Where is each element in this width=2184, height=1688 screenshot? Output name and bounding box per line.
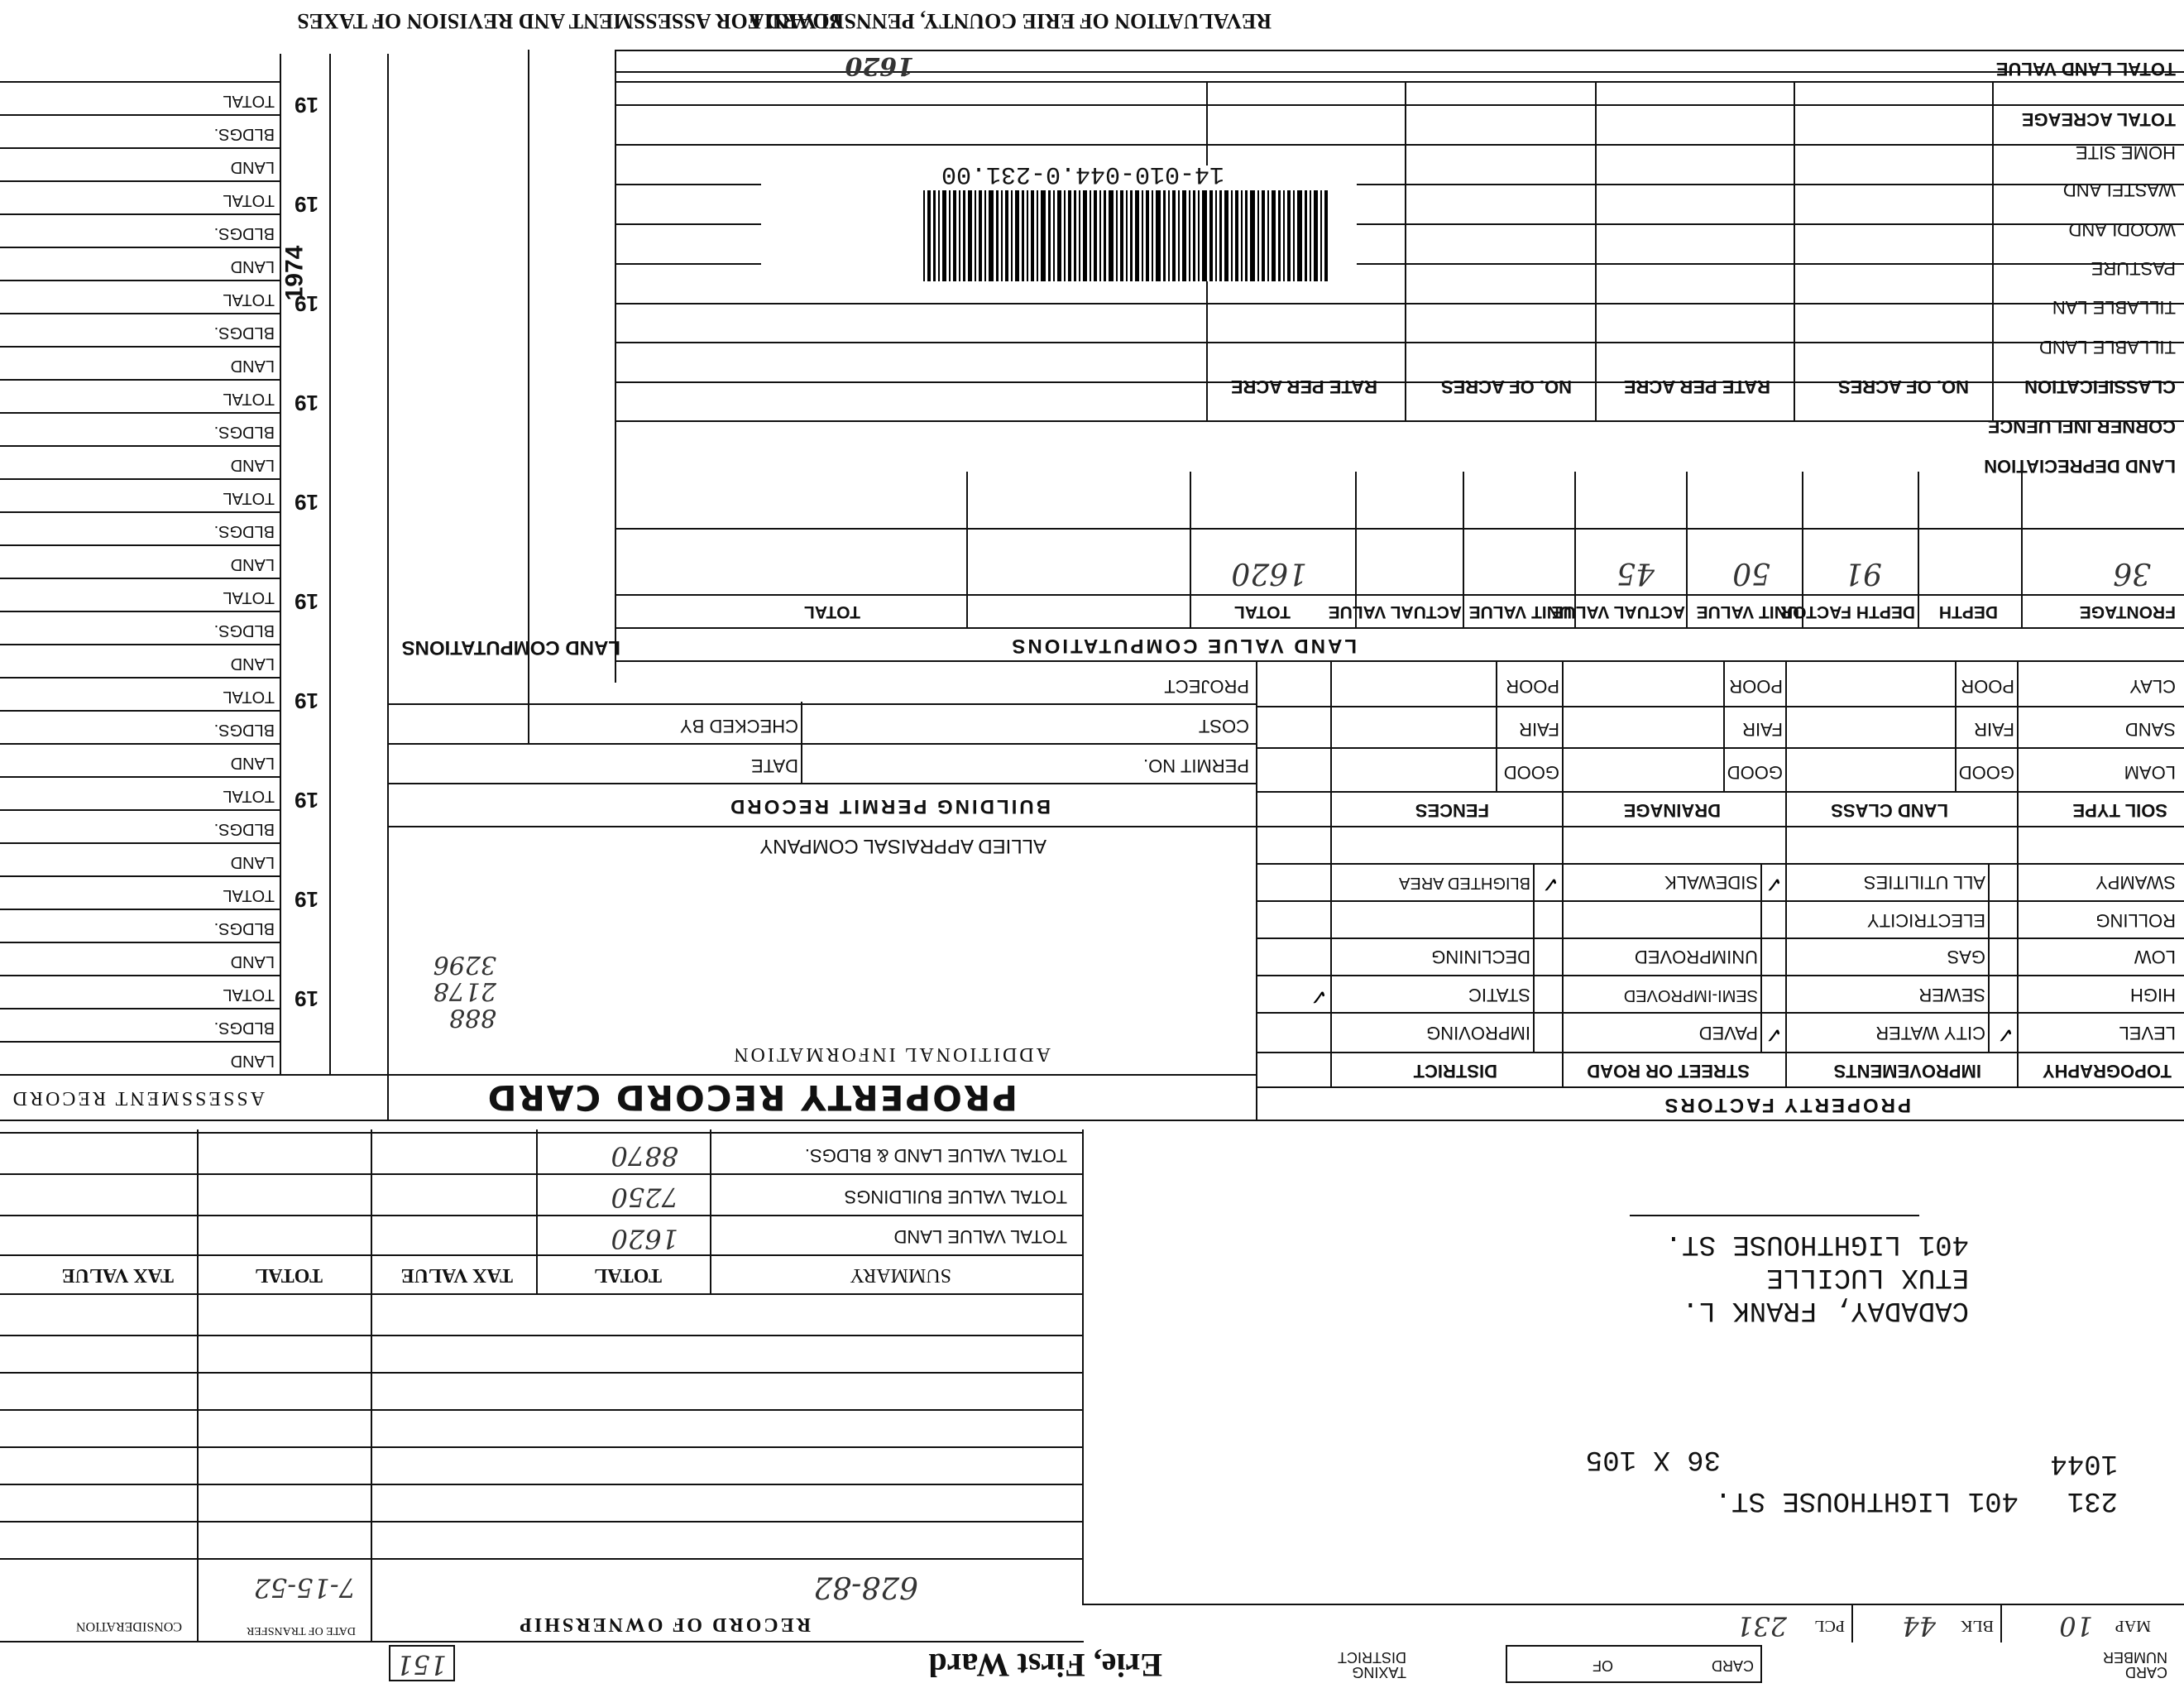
ar-total-2: TOTAL — [223, 886, 275, 904]
check-city-water: ✓ — [1996, 1022, 2014, 1047]
no-of-acres-label-2: NO. OF ACRES — [1440, 376, 1572, 397]
street-sidewalk: SIDEWALK — [1664, 872, 1758, 893]
card-title-bar — [389, 1076, 1257, 1121]
imp-sewer: SEWER — [1918, 985, 1985, 1005]
ar-land-10: LAND — [230, 158, 275, 176]
land-row-tillable-lan: TILLABLE LAN — [2052, 297, 2176, 318]
lvc-h-depth-factor: DEPTH FACTOR — [1780, 602, 1915, 621]
district-improving: IMPROVING — [1426, 1023, 1530, 1043]
owner-prop-address: 401 LIGHTHOUSE ST. — [1714, 1484, 2019, 1516]
lvc-h-total-1: TOTAL — [1233, 602, 1291, 621]
total-land-hand: 1620 — [845, 51, 914, 80]
ar-bldgs-2: BLDGS. — [213, 919, 275, 938]
ar-title: ASSESSMENT RECORD — [10, 1087, 265, 1109]
card-footer — [0, 1642, 2184, 1688]
roo-entry-ref: 628-82 — [813, 1570, 918, 1604]
grade-good-2: GOOD — [1727, 762, 1783, 783]
roo-entry-date: 7-15-52 — [253, 1572, 356, 1604]
lvc-unit-value-value: 50 — [1732, 556, 1770, 590]
barcode-graphic — [782, 190, 1328, 281]
roo-title: RECORD OF OWNERSHIP — [517, 1614, 811, 1635]
ar-land-1: LAND — [230, 1052, 275, 1070]
card-number-label: CARD NUMBER — [2102, 1649, 2167, 1681]
lvc-h-actual-value-1: ACTUAL VALUE — [1551, 602, 1685, 621]
rate-per-acre-label-2: RATE PER ACRE — [1230, 376, 1377, 397]
soil-sand: SAND — [2124, 719, 2176, 740]
soil-h-class: LAND CLASS — [1831, 800, 1948, 821]
topo-level: LEVEL — [2119, 1023, 2176, 1043]
owner-code: 1044 — [2050, 1447, 2118, 1479]
ai-hand-2: 2178 — [433, 976, 496, 1005]
ar-year-7: 19 — [295, 391, 318, 415]
summary-row-land-bldgs: TOTAL VALUE LAND & BLDGS. — [804, 1145, 1067, 1166]
soil-loam: LOAM — [2124, 762, 2176, 783]
ar-year-1: 19 — [295, 986, 318, 1011]
bp-checked-by: CHECKED BY — [679, 716, 798, 736]
street-paved: PAVED — [1698, 1023, 1758, 1043]
roo-consideration: CONSIDERATION — [76, 1619, 182, 1633]
land-value-computations — [616, 472, 2184, 662]
record-of-ownership — [0, 1551, 1084, 1642]
topo-swampy: SWAMPY — [2095, 872, 2176, 893]
land-depreciation-label: LAND DEPRECIATION — [1984, 456, 2176, 477]
building-permit-record — [389, 662, 1257, 827]
lvc-h-unit-value-1: UNIT VALUE — [1696, 602, 1799, 621]
summary-table — [0, 1129, 1084, 1295]
ar-bldgs-9: BLDGS. — [213, 224, 275, 242]
lvc-title: LAND VALUE COMPUTATIONS — [1009, 635, 1357, 657]
imp-all-utilities: ALL UTILITIES — [1863, 872, 1985, 893]
land-computations-title: LAND COMPUTATIONS — [401, 636, 620, 659]
grade-fair-2: FAIR — [1742, 719, 1783, 740]
blk-value: 44 — [1902, 1610, 1936, 1642]
rate-per-acre-label-1: RATE PER ACRE — [1623, 376, 1770, 397]
property-factors — [1257, 827, 2184, 1121]
summary-h-tax-1: TAX VALUE — [400, 1264, 513, 1286]
owner-name: CADADAY, FRANK L. — [1682, 1294, 1969, 1326]
summary-val-land: 1620 — [611, 1223, 678, 1254]
ar-land-6: LAND — [230, 555, 275, 573]
district-declining: DECLINING — [1431, 947, 1530, 967]
ar-total-10: TOTAL — [223, 92, 275, 110]
topo-low: LOW — [2134, 947, 2176, 967]
ar-bldgs-7: BLDGS. — [213, 423, 275, 441]
grade-good-3: GOOD — [1503, 762, 1559, 783]
ar-year-9: 19 — [295, 192, 318, 217]
ai-hand-1: 3296 — [433, 950, 496, 979]
grade-poor-2: POOR — [1729, 676, 1783, 697]
ar-year-6: 19 — [295, 490, 318, 515]
imp-city-water: CITY WATER — [1875, 1023, 1985, 1043]
ar-bldgs-8: BLDGS. — [213, 324, 275, 342]
taxing-district-label: TAXING DISTRICT — [1338, 1649, 1406, 1681]
ai-company: ALLIED APPRAISAL COMPANY — [759, 835, 1046, 857]
soil-h-type: SOIL TYPE — [2072, 800, 2167, 821]
soil-h-fences: FENCES — [1415, 800, 1489, 821]
lvc-h-actual-value-2: ACTUAL VALUE — [1328, 602, 1462, 621]
ar-bldgs-10: BLDGS. — [213, 125, 275, 143]
ar-total-7: TOTAL — [223, 390, 275, 408]
roo-date-of-transfer: DATE OF TRANSFER — [247, 1624, 356, 1637]
district-static: STATIC — [1468, 985, 1530, 1005]
summary-val-total: 8870 — [611, 1140, 678, 1172]
pf-h-improvements: IMPROVEMENTS — [1833, 1061, 1981, 1081]
ar-total-8: TOTAL — [223, 290, 275, 309]
ar-land-9: LAND — [230, 257, 275, 276]
card-count: 151 — [395, 1649, 447, 1681]
check-static: ✓ — [1310, 984, 1328, 1009]
grade-good-1: GOOD — [1958, 762, 2014, 783]
classification-label: CLASSIFICATION — [2024, 376, 2176, 397]
check-all-utilities: ✓ — [1541, 871, 1559, 896]
lvc-h-total-2: TOTAL — [803, 602, 860, 621]
ar-year-5: 19 — [295, 589, 318, 614]
lvc-total-value: 1620 — [1231, 556, 1307, 590]
ar-land-7: LAND — [230, 456, 275, 474]
street-semi-improved: SEMI-IMPROVED — [1623, 986, 1758, 1005]
land-row-home-site: HOME SITE — [2075, 142, 2176, 163]
district-blighted: BLIGHTED AREA — [1399, 874, 1530, 892]
ar-bldgs-6: BLDGS. — [213, 522, 275, 540]
of-label: OF — [1592, 1657, 1613, 1674]
board-title: BOARD FOR ASSESSMENT AND REVISION OF TAXES — [297, 9, 844, 33]
bp-title: BUILDING PERMIT RECORD — [728, 795, 1051, 818]
ar-bldgs-1: BLDGS. — [213, 1019, 275, 1037]
owner-address: 401 LIGHTHOUSE ST. — [1664, 1228, 1969, 1259]
ai-title: ADDITIONAL INFORMATION — [731, 1043, 1051, 1065]
soil-h-drainage: DRAINAGE — [1623, 800, 1721, 821]
corner-influence-label: CORNER INFLUENCE — [1987, 416, 2176, 437]
lvc-h-unit-value-2: UNIT VALUE — [1468, 602, 1572, 621]
check-sidewalk: ✓ — [1765, 871, 1783, 896]
summary-h-total-1: TOTAL — [594, 1264, 662, 1286]
ar-year-8: 19 — [295, 291, 318, 316]
owner-etux: ETUX LUCILLE — [1766, 1261, 1969, 1292]
bp-project: PROJECT — [1164, 676, 1249, 697]
pcl-label: PCL — [1814, 1617, 1845, 1635]
ar-land-2: LAND — [230, 952, 275, 971]
ar-year-3: 19 — [295, 788, 318, 813]
lvc-h-depth: DEPTH — [1938, 602, 1998, 621]
soil-table — [1257, 662, 2184, 827]
soil-clay: CLAY — [2129, 676, 2176, 697]
topo-high: HIGH — [2130, 985, 2176, 1005]
no-of-acres-label-1: NO. OF ACRES — [1837, 376, 1969, 397]
pf-h-street: STREET OR ROAD — [1587, 1061, 1750, 1081]
taxing-district-value: Erie, First Ward — [928, 1647, 1162, 1684]
lvc-depth-factor-value: 91 — [1844, 556, 1882, 590]
topo-rolling: ROLLING — [2095, 910, 2176, 931]
bp-date: DATE — [750, 755, 798, 776]
summary-row-buildings: TOTAL VALUE BUILDINGS — [844, 1187, 1067, 1207]
summary-h-total-2: TOTAL — [255, 1264, 323, 1286]
imp-electricity: ELECTRICITY — [1866, 910, 1985, 931]
pf-title: PROPERTY FACTORS — [1662, 1094, 1911, 1116]
ar-land-3: LAND — [230, 853, 275, 871]
owner-parcel: 231 — [2067, 1484, 2118, 1516]
ar-bldgs-3: BLDGS. — [213, 820, 275, 838]
map-value: 10 — [2059, 1610, 2093, 1642]
bp-cost: COST — [1198, 716, 1249, 736]
lvc-h-frontage: FRONTAGE — [2079, 602, 2176, 621]
grade-poor-1: POOR — [1961, 676, 2014, 697]
ar-year-10: 19 — [295, 93, 318, 117]
lvc-actual-value-value: 45 — [1616, 556, 1655, 590]
ai-hand-3: 888 — [448, 1003, 496, 1032]
land-row-wasteland: WASTELAND — [2062, 180, 2176, 200]
blk-label: BLK — [1961, 1617, 1994, 1635]
pcl-value: 231 — [1736, 1610, 1787, 1642]
pf-h-district: DISTRICT — [1413, 1061, 1497, 1081]
ar-bldgs-4: BLDGS. — [213, 721, 275, 739]
owner-section — [1084, 1129, 2184, 1605]
card-title: PROPERTY RECORD CARD — [486, 1077, 1018, 1118]
ar-total-9: TOTAL — [223, 191, 275, 209]
land-row-woodland: WOODLAND — [2068, 219, 2176, 240]
total-land-value-label: TOTAL LAND VALUE — [1995, 59, 2176, 79]
grade-fair-3: FAIR — [1519, 719, 1559, 740]
parcel-id: 14-010-044.0-231.00 — [941, 160, 1224, 188]
ar-total-1: TOTAL — [223, 985, 275, 1004]
ar-total-6: TOTAL — [223, 489, 275, 507]
county-title: REVALUATION OF ERIE COUNTY, PENNSYLVANIA — [748, 9, 1272, 33]
imp-gas: GAS — [1947, 947, 1985, 967]
summary-title: SUMMARY — [850, 1264, 951, 1286]
ar-year-4: 19 — [295, 688, 318, 713]
owner-dimensions: 36 X 105 — [1585, 1443, 1721, 1475]
map-label: MAP — [2115, 1617, 2151, 1635]
ar-land-8: LAND — [230, 357, 275, 375]
summary-h-tax-2: TAX VALUE — [61, 1264, 174, 1286]
map-block-parcel — [1084, 1605, 2184, 1642]
grade-fair-1: FAIR — [1974, 719, 2014, 740]
street-unimproved: UNIMPROVED — [1634, 947, 1758, 967]
ar-year-2: 19 — [295, 887, 318, 912]
ar-land-4: LAND — [230, 754, 275, 772]
card-label: CARD — [1711, 1657, 1754, 1674]
pf-h-topography: TOPOGRAPHY — [2042, 1061, 2172, 1081]
ar-total-5: TOTAL — [223, 588, 275, 607]
ar-bldgs-5: BLDGS. — [213, 621, 275, 640]
land-row-pasture: PASTURE — [2091, 258, 2176, 279]
check-paved: ✓ — [1765, 1022, 1783, 1047]
bp-permit-no: PERMIT NO. — [1143, 755, 1249, 776]
barcode-block — [761, 160, 1357, 281]
ar-total-4: TOTAL — [223, 688, 275, 706]
ar-land-5: LAND — [230, 655, 275, 673]
summary-row-land: TOTAL VALUE LAND — [893, 1226, 1067, 1247]
summary-val-buildings: 7250 — [611, 1182, 678, 1213]
land-row-tillable-land: TILLABLE LAND — [2038, 337, 2176, 357]
lvc-frontage-value: 36 — [2113, 556, 2151, 590]
ar-year-stamp: 1974 — [280, 245, 309, 301]
total-acreage-label: TOTAL ACREAGE — [2021, 109, 2176, 130]
additional-information — [389, 827, 1257, 1076]
grade-poor-3: POOR — [1506, 676, 1559, 697]
ar-total-3: TOTAL — [223, 787, 275, 805]
